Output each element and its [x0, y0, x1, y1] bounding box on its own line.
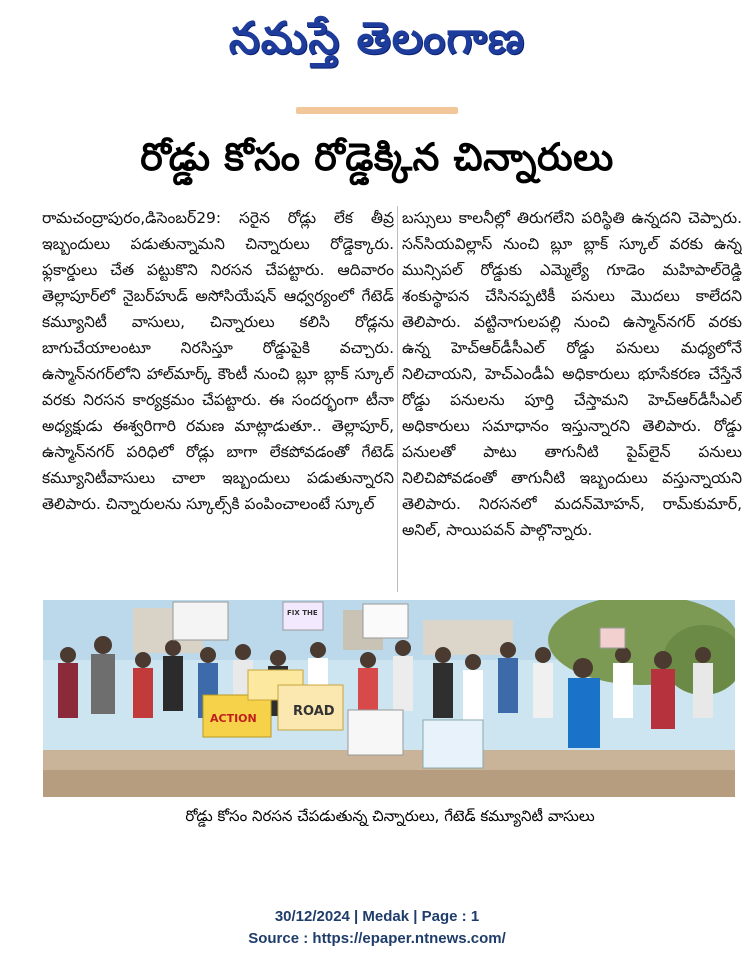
footer-date-edition: 30/12/2024 | Medak | Page : 1 [274, 908, 480, 925]
protest-photo-illustration [43, 600, 735, 797]
footer-source-link[interactable]: Source : https://epaper.ntnews.com/ [248, 930, 506, 947]
column-divider [397, 206, 398, 592]
decorative-rule [296, 107, 458, 114]
sign-text-fix-the: FIX THE [287, 609, 318, 617]
page-footer [0, 906, 754, 950]
article-column-right: బస్సులు కాలనీల్లో తిరుగలేని పరిస్థితి ఉన్నదని చెప్పారు. సన్‌సియవిల్లాస్ నుంచి బ్లూ బ్లాక్ స్కూల్ వరకు ఉన్న మున్సిపల్ రోడ్డుకు ఎమ్మెల్యే గూడెం మహిపాల్‌రెడ్డి శంకుస్థాపన చేసినప్పటికీ పనులు మొదలు కాలేదని తెలిపారు. వట్టినాగులపల్లి నుంచి ఉస్మాన్‌నగర్ వరకు ఉన్న హెచ్‌ఆర్‌డీసీఎల్ రోడ్డు పనులు మధ్యలోనే నిలిచాయని, హెచ్‌ఎండీఏ అధికారులు భూసేకరణ చేస్తేనే రోడ్డు పనులను పూర్తి చేస్తామని హెచ్‌ఆర్‌డీసీఎల్ అధికారులు సమాధానం ఇస్తున్నారని తెలిపారు. రోడ్డు పనులతో పాటు తాగునీటి పైప్‌లైన్ పనులు నిలిచిపోవడంతో తాగునీటి ఇబ్బందులు వస్తున్నాయని తెలిపారు. నిరసనలో మదన్‌మోహన్, రామ్‌కుమార్, అనిల్, సాయిపవన్ పాల్గొన్నారు. [402, 209, 742, 539]
masthead [0, 4, 754, 74]
photo-caption: రోడ్డు కోసం నిరసన చేపడుతున్న చిన్నారులు, గేటెడ్ కమ్యూనిటీ వాసులు [185, 807, 595, 825]
protest-photo [43, 600, 735, 797]
sign-text-action: ACTION [210, 712, 257, 725]
sign-text-road: ROAD [293, 704, 335, 719]
article-column-left: రామచంద్రాపురం,డిసెంబర్29: సరైన రోడ్లు లేక తీవ్ర ఇబ్బందులు పడుతున్నామని చిన్నారులు రోడ్డెక్కారు. ఫ్లకార్డులు చేత పట్టుకొని నిరసన చేపట్టారు. ఆదివారం తెల్లాపూర్‌లో నైబర్‌హుడ్ అసోసియేషన్ ఆధ్వర్యంలో గేటెడ్ కమ్యూనిటీ వాసులు, చిన్నారులు కలిసి రోడ్లను బాగుచేయాలంటూ నిరసిస్తూ రోడ్డుపైకి వచ్చారు. ఉస్మాన్‌నగర్‌లోని హాల్‌మార్క్ కౌంటీ నుంచి బ్లూ బ్లాక్ స్కూల్ వరకు నిరసన కార్యక్రమం చేపట్టారు. ఈ సందర్భంగా టీనా అధ్యక్షుడు ఈశ్వరిగారి రమణ మాట్లాడుతూ.. తెల్లాపూర్, ఉస్మాన్‌నగర్ పరిధిలో రోడ్లు బాగా లేకపోవడంతో గేటెడ్ కమ్యూనిటీవాసులు చాలా ఇబ్బందులు పడుతున్నారని తెలిపారు. చిన్నారులను స్కూల్స్‌కి పంపించాలంటే స్కూల్ [42, 209, 394, 513]
article-headline: రోడ్డు కోసం రోడ్డెక్కిన చిన్నారులు [140, 135, 614, 179]
newspaper-title: నమస్తే తెలంగాణ [228, 13, 526, 64]
